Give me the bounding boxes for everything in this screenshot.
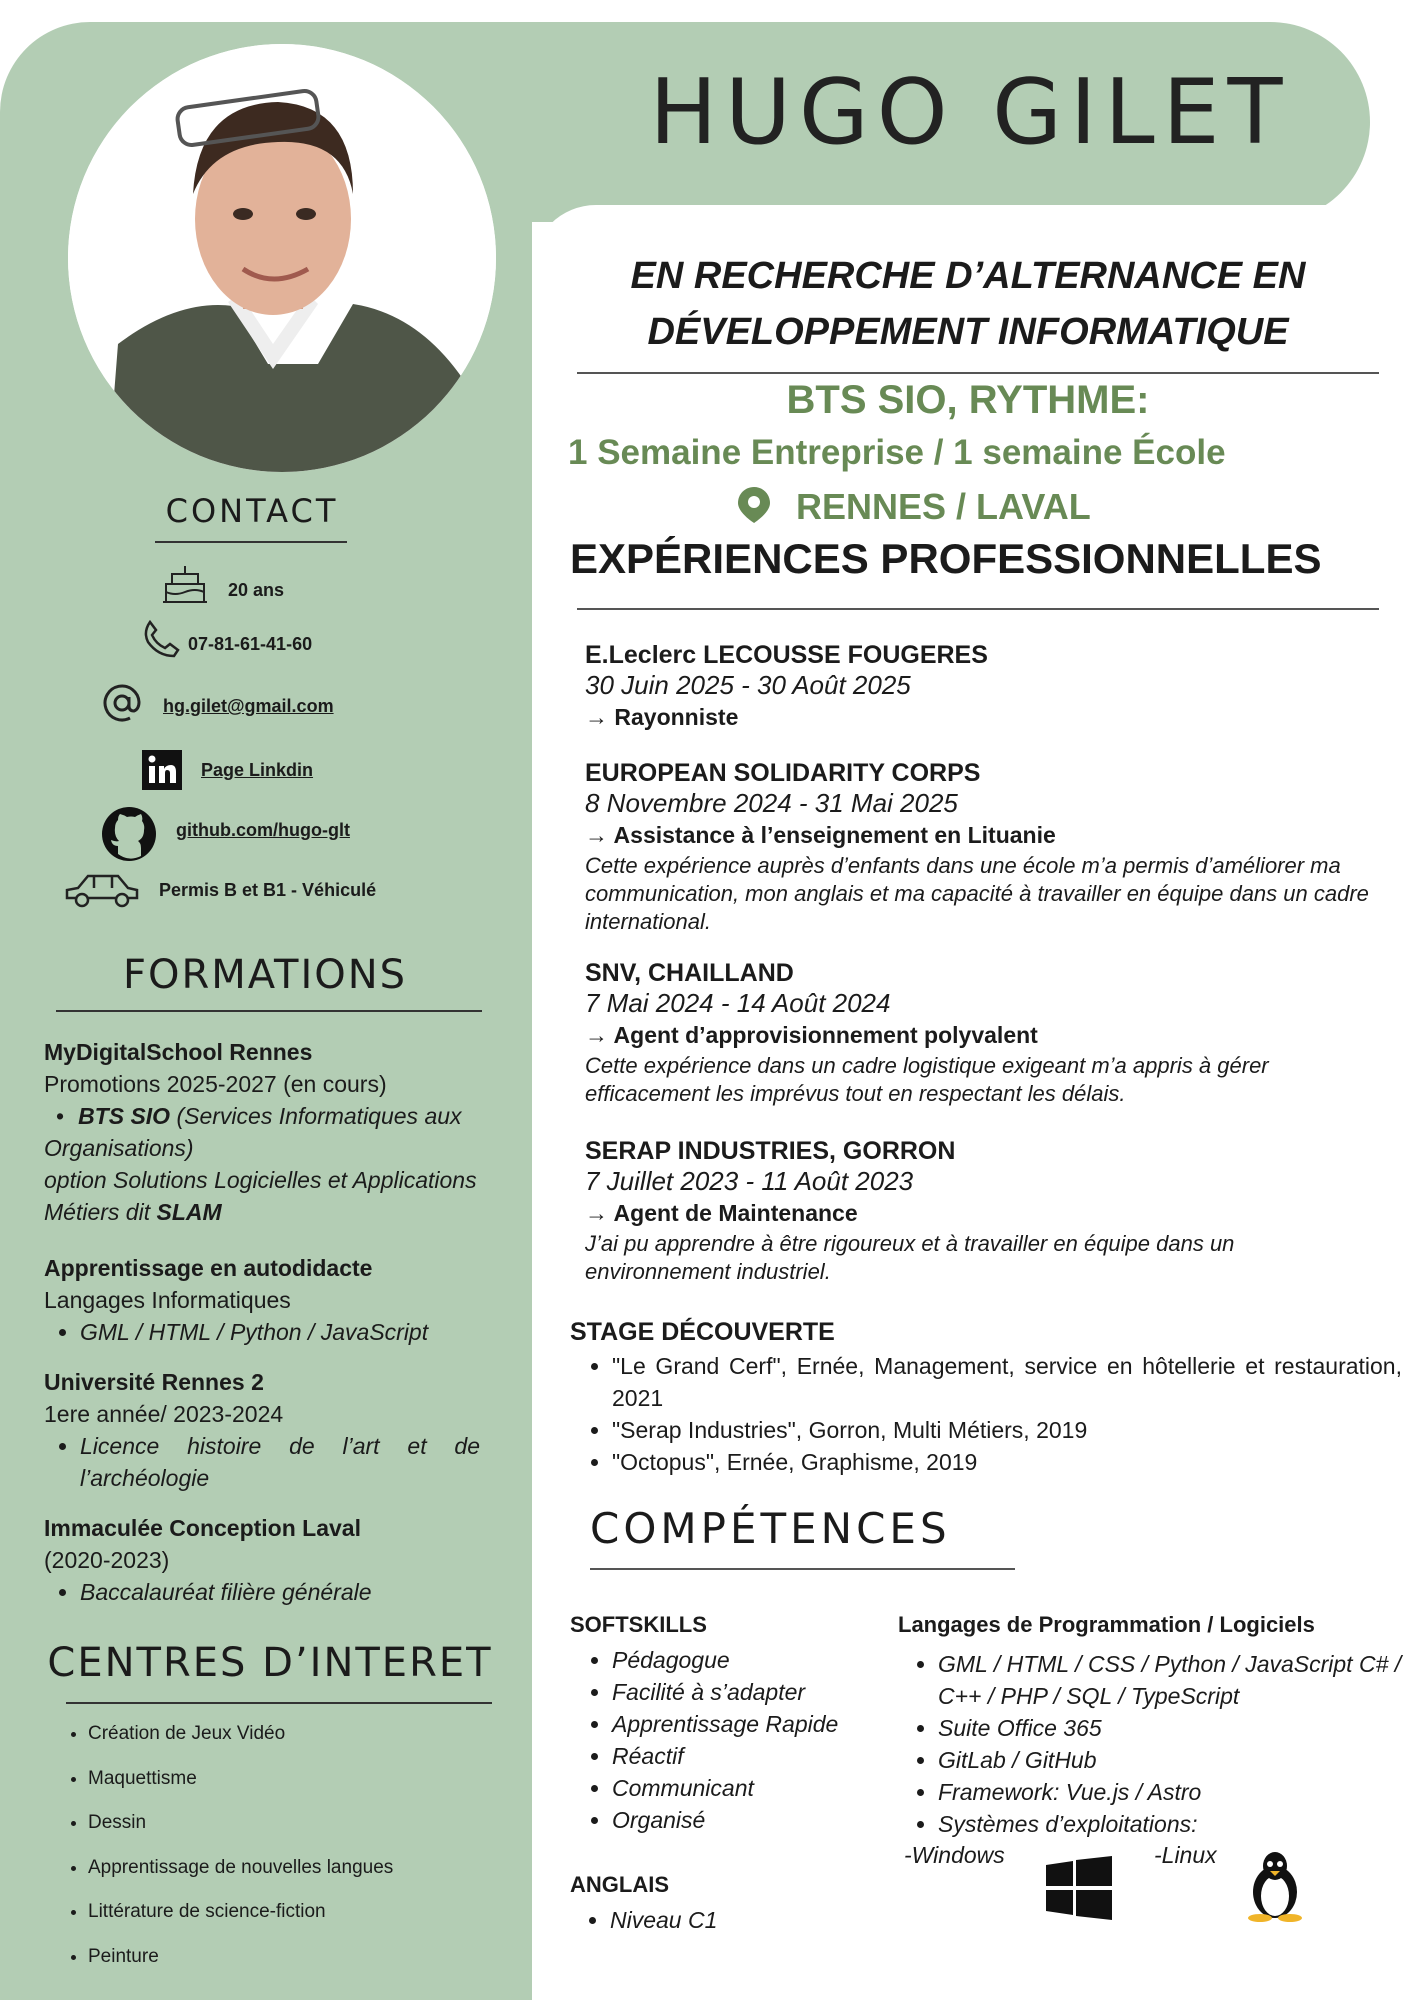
list-item: • Suite Office 365: [938, 1712, 1414, 1744]
interests-list: [60, 1712, 393, 1979]
job-role: → Rayonniste: [585, 704, 739, 730]
list-item: • Apprentissage Rapide: [612, 1708, 838, 1740]
formations-title: FORMATIONS: [122, 952, 408, 998]
job-company: E.Leclerc LECOUSSE FOUGERES: [585, 641, 988, 669]
job-dates: 7 Mai 2024 - 14 Août 2024: [585, 988, 891, 1018]
os-linux-label: -Linux: [1154, 1842, 1217, 1868]
os-windows-label: -Windows: [904, 1842, 1005, 1868]
list-item: • Facilité à s’adapter: [612, 1676, 838, 1708]
formation-entry: [44, 1366, 514, 1494]
linux-icon: [1244, 1850, 1306, 1927]
location: [738, 486, 1091, 532]
formation-entry: [44, 1252, 514, 1348]
formation-entry: [44, 1036, 514, 1228]
phone-icon: [142, 620, 180, 663]
formation-school: MyDigitalSchool Rennes: [44, 1039, 313, 1065]
job-dates: 30 Juin 2025 - 30 Août 2025: [585, 670, 911, 700]
job-description: Cette expérience auprès d’enfants dans une école m’a permis d’améliorer ma communication, mon anglais et ma capacité à travailler en équipe dans un cadre international.: [585, 853, 1369, 934]
car-icon: [64, 870, 140, 915]
list-item: • Littérature de science-fiction: [88, 1890, 393, 1935]
experiences-divider: [577, 608, 1379, 610]
age: 20 ans: [228, 580, 285, 600]
list-item: • Niveau C1: [610, 1904, 717, 1936]
job-entry: [585, 758, 1375, 936]
formation-period: Promotions 2025-2027 (en cours): [44, 1071, 387, 1097]
birthday-cake-icon: [162, 560, 208, 611]
job-search-heading: [570, 248, 1366, 360]
list-item: • Systèmes d’exploitations:: [938, 1808, 1414, 1840]
windows-icon: [1046, 1856, 1112, 1925]
list-item: • "Serap Industries", Gorron, Multi Métiers, 2019: [612, 1414, 1402, 1446]
softskills-title: SOFTSKILLS: [570, 1612, 707, 1637]
anglais-list: [580, 1904, 717, 1936]
at-sign-icon: [102, 683, 142, 728]
job-role: → Agent d’approvisionnement polyvalent: [585, 1022, 1038, 1048]
heading-line-1: EN RECHERCHE D’ALTERNANCE EN: [630, 255, 1306, 297]
formation-period: 1ere année/ 2023-2024: [44, 1401, 284, 1427]
list-item: • "Octopus", Ernée, Graphisme, 2019: [612, 1446, 1402, 1478]
email-link[interactable]: hg.gilet@gmail.com: [163, 696, 334, 716]
list-item: • Réactif: [612, 1740, 838, 1772]
job-role: → Agent de Maintenance: [585, 1200, 858, 1226]
heading-divider: [577, 372, 1379, 374]
list-item: • Apprentissage de nouvelles langues: [88, 1846, 393, 1891]
list-item: • Dessin: [88, 1801, 393, 1846]
formation-school: Immaculée Conception Laval: [44, 1515, 361, 1541]
list-item: • Communicant: [612, 1772, 838, 1804]
heading-line-2: DÉVELOPPEMENT INFORMATIQUE: [647, 311, 1289, 353]
formation-slam: SLAM: [156, 1199, 222, 1225]
github-icon[interactable]: [100, 806, 158, 867]
list-item: • Pédagogue: [612, 1644, 838, 1676]
langages-list: [908, 1648, 1414, 1840]
interests-divider: [66, 1702, 492, 1704]
location-pin-icon: [738, 487, 770, 532]
formation-detail: • BTS SIO (Services Informatiques aux Organisations): [44, 1103, 462, 1161]
competences-divider: [590, 1568, 1015, 1570]
linkedin-link[interactable]: Page Linkdin: [201, 760, 314, 780]
list-item: • "Le Grand Cerf", Ernée, Management, service en hôtellerie et restauration, 2021: [612, 1350, 1402, 1414]
list-item: • Baccalauréat filière générale: [80, 1576, 514, 1608]
job-description: J’ai pu apprendre à être rigoureux et à travailler en équipe dans un environnement industriel.: [585, 1231, 1235, 1284]
job-entry: [585, 1136, 1375, 1286]
formation-period: Langages Informatiques: [44, 1287, 291, 1313]
name-title: HUGO GILET: [649, 60, 1291, 165]
list-item: • Maquettisme: [88, 1757, 393, 1802]
formation-period: (2020-2023): [44, 1547, 170, 1573]
list-item: • GML / HTML / CSS / Python / JavaScript C# / C++ / PHP / SQL / TypeScript: [938, 1648, 1414, 1712]
list-item: • Peinture: [88, 1935, 393, 1980]
formation-option-text: option Solutions Logicielles et Applications Métiers dit: [44, 1167, 477, 1225]
job-dates: 8 Novembre 2024 - 31 Mai 2025: [585, 788, 958, 818]
formation-bts-rest: (Services Informatiques aux Organisations): [44, 1103, 462, 1161]
softskills-list: [582, 1644, 838, 1836]
experiences-title: EXPÉRIENCES PROFESSIONNELLES: [570, 535, 1322, 582]
bts-rythme: BTS SIO, RYTHME:: [786, 378, 1150, 422]
stage-title: STAGE DÉCOUVERTE: [570, 1318, 835, 1346]
stage-list: [582, 1350, 1402, 1478]
phone: 07-81-61-41-60: [188, 634, 313, 654]
langages-title: Langages de Programmation / Logiciels: [898, 1612, 1315, 1637]
job-description: Cette expérience dans un cadre logistique exigeant m’a appris à gérer efficacement les imprévus tout en respectant les délais.: [585, 1053, 1269, 1106]
interests-title: CENTRES D’INTERET: [47, 1640, 493, 1686]
job-entry: [585, 640, 1375, 734]
list-item: • Licence histoire de l’art et de l’archéologie: [80, 1430, 480, 1494]
job-entry: [585, 958, 1375, 1108]
job-company: SERAP INDUSTRIES, GORRON: [585, 1137, 956, 1165]
list-item: • GitLab / GitHub: [938, 1744, 1414, 1776]
permis: Permis B et B1 - Véhiculé: [159, 880, 377, 900]
formations-divider: [56, 1010, 482, 1012]
profile-photo: [68, 44, 496, 472]
formation-entry: [44, 1512, 514, 1608]
formation-school: Université Rennes 2: [44, 1369, 264, 1395]
job-dates: 7 Juillet 2023 - 11 Août 2023: [585, 1166, 914, 1196]
contact-divider: [155, 541, 347, 543]
anglais-title: ANGLAIS: [570, 1872, 669, 1897]
rythme-detail: 1 Semaine Entreprise / 1 semaine École: [568, 433, 1226, 472]
formation-option: [44, 1164, 514, 1228]
formation-school: Apprentissage en autodidacte: [44, 1255, 373, 1281]
formation-bts: BTS SIO: [78, 1103, 171, 1129]
job-company: SNV, CHAILLAND: [585, 959, 794, 987]
job-company: EUROPEAN SOLIDARITY CORPS: [585, 759, 981, 787]
competences-title: COMPÉTENCES: [590, 1504, 951, 1553]
location-text: RENNES / LAVAL: [796, 486, 1091, 527]
github-link[interactable]: github.com/hugo-glt: [176, 820, 350, 840]
linkedin-icon[interactable]: [142, 750, 186, 797]
contact-title: CONTACT: [165, 492, 339, 530]
list-item: • Framework: Vue.js / Astro: [938, 1776, 1414, 1808]
list-item: • GML / HTML / Python / JavaScript: [80, 1316, 514, 1348]
job-role: → Assistance à l’enseignement en Lituanie: [585, 822, 1056, 848]
list-item: • Création de Jeux Vidéo: [88, 1712, 393, 1757]
list-item: • Organisé: [612, 1804, 838, 1836]
